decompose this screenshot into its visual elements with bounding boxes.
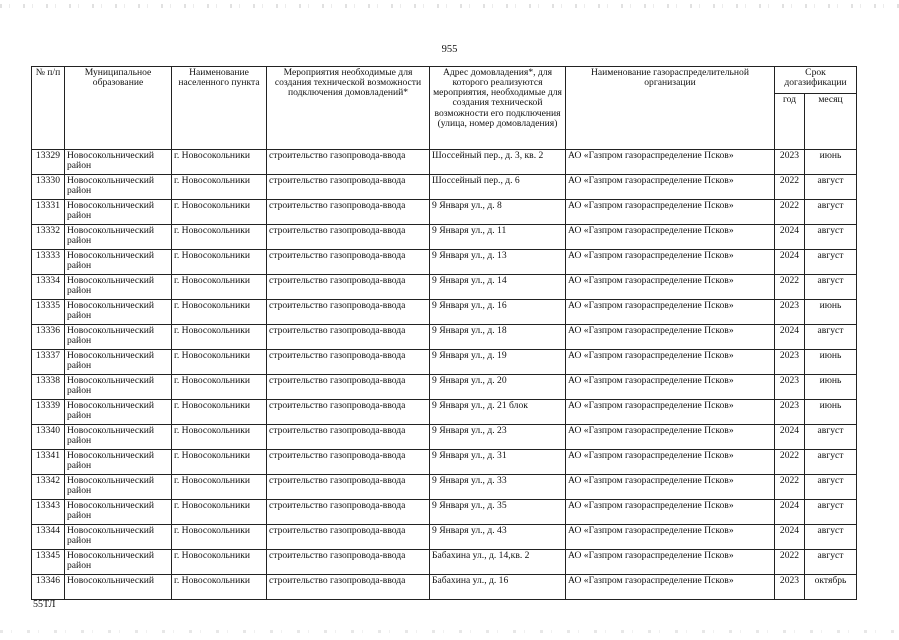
cell-year: 2023	[775, 300, 805, 325]
table-row	[32, 275, 857, 300]
cell-organization: АО «Газпром газораспределение Псков»	[566, 150, 775, 175]
cell-address: 9 Января ул., д. 43	[430, 525, 566, 550]
cell-year: 2023	[775, 575, 805, 600]
cell-settlement: г. Новосокольники	[172, 550, 267, 575]
cell-address: 9 Января ул., д. 14	[430, 275, 566, 300]
table-row	[32, 375, 857, 400]
cell-measures: строительство газопровода-ввода	[267, 325, 430, 350]
cell-settlement: г. Новосокольники	[172, 350, 267, 375]
cell-year: 2024	[775, 525, 805, 550]
cell-municipality: Новосокольнический район	[65, 525, 172, 550]
cell-month: август	[805, 200, 857, 225]
cell-month: июнь	[805, 400, 857, 425]
header-year: год	[775, 94, 805, 150]
cell-measures: строительство газопровода-ввода	[267, 575, 430, 600]
cell-municipality: Новосокольнический район	[65, 325, 172, 350]
table-body	[32, 150, 857, 600]
cell-measures: строительство газопровода-ввода	[267, 525, 430, 550]
cell-month: июнь	[805, 150, 857, 175]
cell-num: 13329	[32, 150, 65, 175]
footer-code: 55ТЛ	[33, 599, 56, 610]
table-row	[32, 550, 857, 575]
cell-measures: строительство газопровода-ввода	[267, 250, 430, 275]
cell-organization: АО «Газпром газораспределение Псков»	[566, 250, 775, 275]
cell-organization: АО «Газпром газораспределение Псков»	[566, 275, 775, 300]
cell-month: июнь	[805, 375, 857, 400]
gasification-table	[31, 66, 857, 600]
cell-year: 2024	[775, 425, 805, 450]
cell-organization: АО «Газпром газораспределение Псков»	[566, 300, 775, 325]
cell-measures: строительство газопровода-ввода	[267, 225, 430, 250]
cell-municipality: Новосокольнический район	[65, 400, 172, 425]
cell-organization: АО «Газпром газораспределение Псков»	[566, 350, 775, 375]
cell-settlement: г. Новосокольники	[172, 525, 267, 550]
cell-month: август	[805, 225, 857, 250]
cell-num: 13342	[32, 475, 65, 500]
table-row	[32, 175, 857, 200]
cell-month: август	[805, 250, 857, 275]
cell-measures: строительство газопровода-ввода	[267, 200, 430, 225]
table-row	[32, 250, 857, 275]
table-row	[32, 150, 857, 175]
cell-municipality: Новосокольнический район	[65, 425, 172, 450]
cell-municipality: Новосокольнический район	[65, 250, 172, 275]
cell-organization: АО «Газпром газораспределение Псков»	[566, 525, 775, 550]
cell-organization: АО «Газпром газораспределение Псков»	[566, 575, 775, 600]
cell-num: 13340	[32, 425, 65, 450]
cell-address: Шоссейный пер., д. 6	[430, 175, 566, 200]
header-deadline: Срок догазификации	[775, 67, 857, 94]
cell-num: 13338	[32, 375, 65, 400]
cell-settlement: г. Новосокольники	[172, 575, 267, 600]
cell-month: август	[805, 425, 857, 450]
cell-address: 9 Января ул., д. 8	[430, 200, 566, 225]
cell-address: Бабахина ул., д. 16	[430, 575, 566, 600]
scan-artifact-top	[0, 4, 899, 8]
cell-organization: АО «Газпром газораспределение Псков»	[566, 375, 775, 400]
cell-num: 13345	[32, 550, 65, 575]
cell-year: 2024	[775, 250, 805, 275]
header-settlement: Наименование населенного пункта	[172, 67, 267, 150]
cell-month: август	[805, 275, 857, 300]
cell-settlement: г. Новосокольники	[172, 500, 267, 525]
cell-settlement: г. Новосокольники	[172, 325, 267, 350]
cell-measures: строительство газопровода-ввода	[267, 350, 430, 375]
table-row	[32, 225, 857, 250]
cell-address: 9 Января ул., д. 23	[430, 425, 566, 450]
cell-measures: строительство газопровода-ввода	[267, 175, 430, 200]
header-num: № п/п	[32, 67, 65, 150]
cell-municipality: Новосокольнический район	[65, 300, 172, 325]
scan-artifact-bottom	[0, 630, 899, 633]
table-row	[32, 500, 857, 525]
cell-municipality: Новосокольнический район	[65, 350, 172, 375]
cell-year: 2024	[775, 225, 805, 250]
cell-measures: строительство газопровода-ввода	[267, 500, 430, 525]
cell-settlement: г. Новосокольники	[172, 250, 267, 275]
cell-month: август	[805, 550, 857, 575]
cell-measures: строительство газопровода-ввода	[267, 400, 430, 425]
cell-year: 2023	[775, 375, 805, 400]
cell-municipality: Новосокольнический район	[65, 450, 172, 475]
cell-month: июнь	[805, 300, 857, 325]
cell-month: август	[805, 450, 857, 475]
cell-month: август	[805, 175, 857, 200]
page-number: 955	[441, 44, 458, 55]
table-row	[32, 325, 857, 350]
cell-settlement: г. Новосокольники	[172, 425, 267, 450]
cell-organization: АО «Газпром газораспределение Псков»	[566, 425, 775, 450]
cell-month: август	[805, 500, 857, 525]
cell-municipality: Новосокольнический район	[65, 175, 172, 200]
cell-num: 13337	[32, 350, 65, 375]
table-row	[32, 350, 857, 375]
table-row	[32, 450, 857, 475]
cell-year: 2022	[775, 275, 805, 300]
cell-month: август	[805, 525, 857, 550]
cell-num: 13344	[32, 525, 65, 550]
table-row	[32, 425, 857, 450]
cell-organization: АО «Газпром газораспределение Псков»	[566, 550, 775, 575]
cell-year: 2023	[775, 400, 805, 425]
cell-organization: АО «Газпром газораспределение Псков»	[566, 500, 775, 525]
cell-measures: строительство газопровода-ввода	[267, 475, 430, 500]
cell-month: август	[805, 475, 857, 500]
cell-municipality: Новосокольнический район	[65, 150, 172, 175]
cell-address: 9 Января ул., д. 18	[430, 325, 566, 350]
cell-measures: строительство газопровода-ввода	[267, 550, 430, 575]
cell-settlement: г. Новосокольники	[172, 400, 267, 425]
cell-municipality: Новосокольнический район	[65, 500, 172, 525]
cell-year: 2022	[775, 175, 805, 200]
cell-num: 13336	[32, 325, 65, 350]
header-month: месяц	[805, 94, 857, 150]
cell-year: 2022	[775, 450, 805, 475]
cell-num: 13343	[32, 500, 65, 525]
table-row	[32, 575, 857, 600]
cell-address: 9 Января ул., д. 35	[430, 500, 566, 525]
cell-settlement: г. Новосокольники	[172, 275, 267, 300]
cell-address: 9 Января ул., д. 19	[430, 350, 566, 375]
cell-municipality: Новосокольнический район	[65, 475, 172, 500]
cell-year: 2022	[775, 550, 805, 575]
cell-address: 9 Января ул., д. 31	[430, 450, 566, 475]
cell-municipality: Новосокольнический район	[65, 275, 172, 300]
cell-measures: строительство газопровода-ввода	[267, 300, 430, 325]
cell-measures: строительство газопровода-ввода	[267, 450, 430, 475]
cell-organization: АО «Газпром газораспределение Псков»	[566, 200, 775, 225]
cell-address: 9 Января ул., д. 16	[430, 300, 566, 325]
cell-municipality: Новосокольнический район	[65, 200, 172, 225]
cell-organization: АО «Газпром газораспределение Псков»	[566, 225, 775, 250]
cell-year: 2022	[775, 200, 805, 225]
cell-month: август	[805, 325, 857, 350]
cell-municipality: Новосокольнический район	[65, 225, 172, 250]
cell-measures: строительство газопровода-ввода	[267, 150, 430, 175]
header-address: Адрес домовладения*, для которого реализуются мероприятия, необходимые для создания технической возможности его подключения (улица, номер домовладения)	[430, 67, 566, 150]
table-row	[32, 200, 857, 225]
cell-address: Шоссейный пер., д. 3, кв. 2	[430, 150, 566, 175]
cell-organization: АО «Газпром газораспределение Псков»	[566, 450, 775, 475]
cell-settlement: г. Новосокольники	[172, 150, 267, 175]
cell-municipality: Новосокольнический	[65, 575, 172, 600]
cell-month: октябрь	[805, 575, 857, 600]
cell-organization: АО «Газпром газораспределение Псков»	[566, 175, 775, 200]
header-organization: Наименование газораспределительной организации	[566, 67, 775, 150]
cell-num: 13346	[32, 575, 65, 600]
table-header	[32, 67, 857, 150]
cell-num: 13341	[32, 450, 65, 475]
cell-measures: строительство газопровода-ввода	[267, 275, 430, 300]
cell-settlement: г. Новосокольники	[172, 300, 267, 325]
table-row	[32, 300, 857, 325]
cell-year: 2023	[775, 150, 805, 175]
cell-year: 2024	[775, 500, 805, 525]
cell-settlement: г. Новосокольники	[172, 200, 267, 225]
cell-num: 13334	[32, 275, 65, 300]
cell-municipality: Новосокольнический район	[65, 375, 172, 400]
cell-settlement: г. Новосокольники	[172, 225, 267, 250]
cell-municipality: Новосокольнический район	[65, 550, 172, 575]
cell-num: 13330	[32, 175, 65, 200]
cell-address: Бабахина ул., д. 14,кв. 2	[430, 550, 566, 575]
cell-settlement: г. Новосокольники	[172, 450, 267, 475]
cell-address: 9 Января ул., д. 33	[430, 475, 566, 500]
cell-address: 9 Января ул., д. 13	[430, 250, 566, 275]
cell-num: 13331	[32, 200, 65, 225]
cell-num: 13335	[32, 300, 65, 325]
cell-num: 13339	[32, 400, 65, 425]
table-row	[32, 525, 857, 550]
cell-organization: АО «Газпром газораспределение Псков»	[566, 325, 775, 350]
cell-measures: строительство газопровода-ввода	[267, 425, 430, 450]
header-municipality: Муниципальное образование	[65, 67, 172, 150]
cell-organization: АО «Газпром газораспределение Псков»	[566, 475, 775, 500]
cell-settlement: г. Новосокольники	[172, 175, 267, 200]
cell-settlement: г. Новосокольники	[172, 375, 267, 400]
cell-year: 2024	[775, 325, 805, 350]
cell-measures: строительство газопровода-ввода	[267, 375, 430, 400]
table-row	[32, 400, 857, 425]
cell-organization: АО «Газпром газораспределение Псков»	[566, 400, 775, 425]
header-measures: Мероприятия необходимые для создания технической возможности подключения домовладений*	[267, 67, 430, 150]
cell-year: 2022	[775, 475, 805, 500]
table-row	[32, 475, 857, 500]
cell-num: 13332	[32, 225, 65, 250]
cell-address: 9 Января ул., д. 21 блок	[430, 400, 566, 425]
cell-address: 9 Января ул., д. 20	[430, 375, 566, 400]
cell-settlement: г. Новосокольники	[172, 475, 267, 500]
cell-num: 13333	[32, 250, 65, 275]
cell-address: 9 Января ул., д. 11	[430, 225, 566, 250]
cell-month: июнь	[805, 350, 857, 375]
cell-year: 2023	[775, 350, 805, 375]
